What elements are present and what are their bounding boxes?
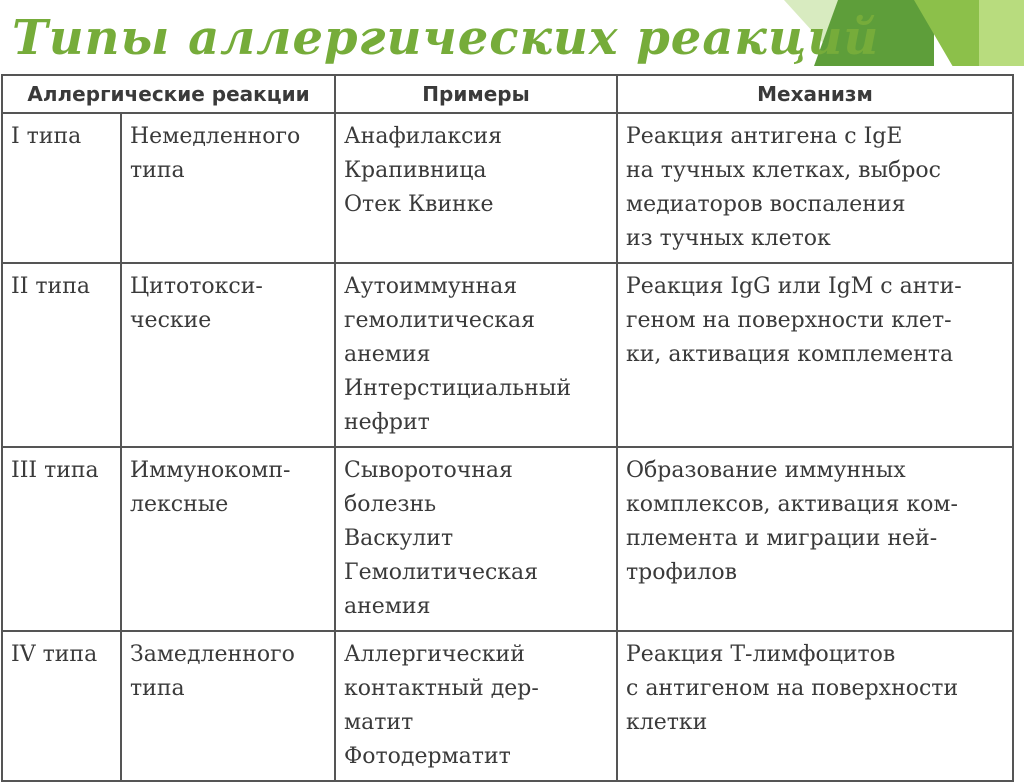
table-header-row — [2, 75, 1013, 113]
reaction-type: IV типа — [2, 631, 121, 781]
reaction-mechanism: Реакция антигена с IgE на тучных клетках, выброс медиаторов воспаления из тучных клеток — [617, 113, 1013, 263]
reaction-examples: Аллергический контактный дер- матит Фотодерматит — [335, 631, 617, 781]
reaction-examples: Сывороточная болезнь Васкулит Гемолитическая анемия — [335, 447, 617, 631]
reaction-type: III типа — [2, 447, 121, 631]
table-row — [2, 113, 1013, 263]
reaction-mechanism: Реакция IgG или IgM с анти- геном на поверхности клет- ки, активация комплемента — [617, 263, 1013, 447]
reaction-type: II типа — [2, 263, 121, 447]
slide-title: Типы аллергических реакций — [12, 10, 880, 66]
reaction-type: I типа — [2, 113, 121, 263]
header-mechanism: Механизм — [617, 75, 1013, 113]
allergic-reactions-table — [1, 74, 1014, 782]
header-reactions: Аллергические реакции — [2, 75, 335, 113]
reaction-name: Иммунокомп- лексные — [121, 447, 335, 631]
reaction-mechanism: Образование иммунных комплексов, активация ком- племента и миграции ней- трофилов — [617, 447, 1013, 631]
reaction-name: Замедленного типа — [121, 631, 335, 781]
table-row — [2, 447, 1013, 631]
reaction-name: Цитотокси- ческие — [121, 263, 335, 447]
table-row — [2, 631, 1013, 781]
header-examples: Примеры — [335, 75, 617, 113]
reaction-name: Немедленного типа — [121, 113, 335, 263]
reaction-mechanism: Реакция Т-лимфоцитов с антигеном на поверхности клетки — [617, 631, 1013, 781]
reaction-examples: Анафилаксия Крапивница Отек Квинке — [335, 113, 617, 263]
reaction-examples: Аутоиммунная гемолитическая анемия Интерстициальный нефрит — [335, 263, 617, 447]
table-row — [2, 263, 1013, 447]
